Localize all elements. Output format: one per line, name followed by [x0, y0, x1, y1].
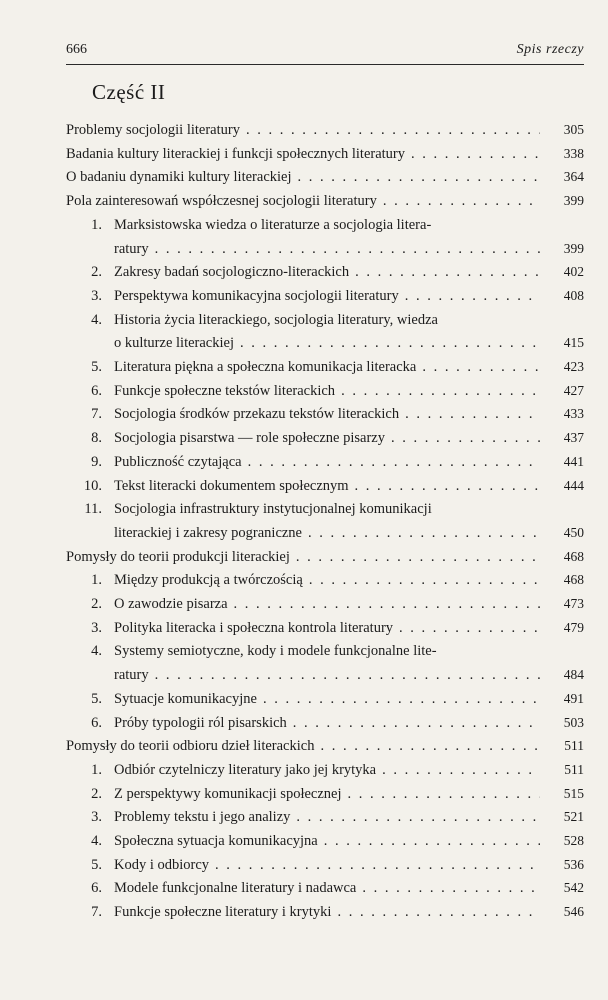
toc-line — [114, 857, 540, 877]
toc-line — [114, 478, 540, 498]
toc-page-number: 484 — [563, 667, 584, 683]
leader-dots — [155, 241, 540, 261]
toc-page-number: 511 — [564, 761, 584, 777]
toc-entry-number: 6. — [91, 880, 102, 897]
toc-entry-number: 3. — [91, 809, 102, 826]
leader-dots — [411, 146, 540, 166]
running-head: Spis rzeczy — [516, 42, 584, 57]
toc-line — [114, 833, 540, 853]
toc-line — [114, 241, 540, 261]
toc-page-number: 473 — [563, 596, 584, 611]
toc-entry-title: ratury — [114, 240, 149, 257]
toc-entry-title: Badania kultury literackiej i funkcji społecznych literatury — [66, 145, 406, 162]
leader-dots — [234, 596, 540, 616]
toc-entry-number: 7. — [91, 406, 102, 423]
toc-entry-title: o kulturze literackiej — [114, 335, 234, 352]
leader-dots — [298, 169, 541, 189]
toc-page-number: 364 — [563, 169, 584, 185]
toc-entry-title: Próby typologii ról pisarskich — [114, 714, 287, 731]
leader-dots — [240, 335, 540, 355]
leader-dots — [399, 620, 540, 640]
toc-entry-number: 9. — [91, 453, 102, 470]
toc-entry-number: 1. — [91, 761, 102, 778]
toc-entry-number: 10. — [83, 477, 102, 494]
leader-dots — [263, 691, 540, 711]
toc-page-number: 408 — [563, 287, 584, 303]
toc-entry-title: Marksistowska wiedza o literaturze a socjologia litera- — [114, 216, 432, 233]
toc-line — [114, 880, 540, 900]
toc-line — [114, 217, 584, 237]
leader-dots — [296, 809, 540, 829]
toc-entry-number: 7. — [91, 904, 102, 921]
toc-entry-title: Problemy tekstu i jego analizy — [114, 809, 291, 826]
toc-entry-title: Pomysły do teorii odbioru dzieł literackich — [66, 738, 315, 755]
toc-line — [114, 359, 540, 379]
leader-dots — [341, 383, 540, 403]
part-title: Część II — [92, 80, 166, 104]
leader-dots — [309, 572, 540, 592]
toc-entry-title: Funkcje społeczne literatury i krytyki — [114, 904, 332, 921]
toc-entry-title: Socjologia infrastruktury instytucjonalnej komunikacji — [114, 501, 432, 518]
toc-entry-title: Problemy socjologii literatury — [66, 122, 240, 138]
toc-entry-number: 1. — [91, 216, 102, 233]
toc-entry-number: 2. — [91, 264, 102, 281]
leader-dots — [382, 762, 540, 782]
toc-page-number: 399 — [563, 193, 584, 209]
leader-dots — [215, 857, 540, 877]
toc-page-number: 433 — [563, 406, 584, 422]
toc-entry-title: Socjologia środków przekazu tekstów literackich — [114, 406, 400, 423]
toc-entry-title: Pola zainteresowań współczesnej socjologii literatury — [66, 193, 377, 210]
leader-dots — [246, 122, 540, 142]
toc-line — [114, 454, 540, 474]
toc-entry-number: 4. — [91, 643, 102, 660]
toc-entry-title: Z perspektywy komunikacji społecznej — [114, 785, 342, 802]
toc-page-number: 468 — [563, 572, 584, 588]
toc-line — [114, 312, 584, 332]
toc-line — [66, 146, 540, 166]
toc-entry-title: Funkcje społeczne tekstów literackich — [114, 382, 336, 399]
leader-dots — [355, 264, 540, 284]
leader-dots — [348, 786, 540, 806]
toc-line — [114, 786, 540, 806]
leader-dots — [155, 667, 540, 687]
toc-page-number: 479 — [563, 619, 584, 635]
toc-entry-number: 3. — [91, 287, 102, 304]
leader-dots — [422, 359, 540, 379]
leader-dots — [293, 715, 540, 735]
leader-dots — [355, 478, 540, 498]
toc-page-number: 427 — [563, 382, 584, 398]
toc-entry-number: 2. — [91, 785, 102, 802]
toc-line — [66, 738, 540, 758]
toc-page-number: 521 — [563, 809, 584, 825]
leader-dots — [320, 738, 540, 758]
toc-entry-title: literackiej i zakresy pograniczne — [114, 524, 302, 541]
toc-page-number: 491 — [563, 690, 584, 706]
toc-entry-number: 4. — [91, 311, 102, 328]
toc-line — [114, 691, 540, 711]
toc-entry-title: Zakresy badań socjologiczno-literackich — [114, 264, 350, 281]
page-header — [66, 42, 584, 65]
toc-entry-title: Perspektywa komunikacyjna socjologii literatury — [114, 287, 399, 304]
toc-page-number: 511 — [564, 738, 584, 754]
toc-line — [66, 549, 540, 569]
toc-line — [114, 383, 540, 403]
toc-entry-number: 3. — [91, 619, 102, 636]
toc-entry-number: 6. — [91, 714, 102, 731]
toc-page-number: 338 — [563, 145, 584, 161]
toc-line — [66, 169, 540, 189]
toc-entry-title: Modele funkcjonalne literatury i nadawca — [114, 880, 357, 897]
leader-dots — [405, 406, 540, 426]
toc-page-number: 515 — [563, 785, 584, 801]
toc-line — [114, 501, 584, 521]
toc-line — [114, 406, 540, 426]
toc-entry-title: O zawodzie pisarza — [114, 596, 228, 612]
toc-page-number: 399 — [563, 240, 584, 256]
leader-dots — [308, 525, 540, 545]
toc-page-number: 528 — [563, 833, 584, 848]
toc-line — [114, 525, 540, 545]
toc-page-number: 546 — [563, 904, 584, 920]
toc-page-number: 402 — [563, 264, 584, 280]
leader-dots — [362, 880, 540, 900]
toc-entry-number: 4. — [91, 833, 102, 849]
toc-entry-number: 8. — [91, 430, 102, 447]
toc-entry-number: 11. — [84, 501, 102, 518]
toc-entry-title: Polityka literacka i społeczna kontrola literatury — [114, 619, 394, 636]
toc-line — [114, 643, 584, 663]
toc-entry-title: Pomysły do teorii produkcji literackiej — [66, 548, 290, 565]
toc-page-number: 542 — [563, 880, 584, 896]
toc-entry-title: ratury — [114, 667, 149, 684]
toc-line — [66, 122, 540, 142]
toc-page-number: 503 — [563, 714, 584, 730]
leader-dots — [324, 833, 540, 853]
toc-entry-title: Tekst literacki dokumentem społecznym — [114, 477, 349, 494]
toc-page-number: 450 — [563, 524, 584, 540]
toc-entry-title: Między produkcją a twórczością — [114, 572, 303, 589]
toc-line — [114, 335, 540, 355]
toc-line — [114, 715, 540, 735]
toc-line — [114, 667, 540, 687]
toc-line — [114, 904, 540, 924]
toc-entry-title: Systemy semiotyczne, kody i modele funkcjonalne lite- — [114, 643, 437, 660]
toc-entry-title: O badaniu dynamiki kultury literackiej — [66, 169, 292, 186]
toc-entry-title: Socjologia pisarstwa — role społeczne pisarzy — [114, 430, 385, 447]
toc-line — [114, 809, 540, 829]
toc-line — [114, 430, 540, 450]
toc-page-number: 468 — [563, 548, 584, 564]
toc-entry-number: 5. — [91, 359, 102, 375]
toc-entry-number: 1. — [91, 572, 102, 589]
toc-page-number: 536 — [563, 856, 584, 872]
toc-entry-title: Odbiór czytelniczy literatury jako jej krytyka — [114, 761, 377, 778]
toc-entry-number: 6. — [91, 382, 102, 399]
toc-page-number: 423 — [563, 359, 584, 374]
toc-entry-number: 5. — [91, 690, 102, 707]
toc-entry-title: Publiczność czytająca — [114, 453, 242, 470]
toc-line — [114, 596, 540, 616]
toc-entry-number: 5. — [91, 856, 102, 873]
leader-dots — [337, 904, 540, 924]
toc-entry-title: Literatura piękna a społeczna komunikacja literacka — [114, 359, 417, 375]
toc-entry-title: Kody i odbiorcy — [114, 856, 210, 873]
toc-page-number: 441 — [563, 453, 584, 469]
toc-line — [114, 264, 540, 284]
leader-dots — [383, 193, 540, 213]
leader-dots — [248, 454, 540, 474]
toc-entry-title: Historia życia literackiego, socjologia literatury, wiedza — [114, 311, 438, 328]
leader-dots — [405, 288, 540, 308]
toc-entry-title: Społeczna sytuacja komunikacyjna — [114, 833, 318, 849]
toc-entry-title: Sytuacje komunikacyjne — [114, 690, 257, 707]
toc-line — [114, 762, 540, 782]
toc-page-number: 305 — [563, 122, 584, 137]
toc-line — [114, 620, 540, 640]
toc-page-number: 415 — [563, 335, 584, 351]
toc-line — [66, 193, 540, 213]
toc-line — [114, 572, 540, 592]
toc-page-number: 437 — [563, 430, 584, 446]
toc-entry-number: 2. — [91, 596, 102, 612]
toc-page-number: 444 — [563, 477, 584, 493]
leader-dots — [391, 430, 540, 450]
leader-dots — [296, 549, 540, 569]
toc-line — [114, 288, 540, 308]
page-number: 666 — [66, 42, 87, 57]
